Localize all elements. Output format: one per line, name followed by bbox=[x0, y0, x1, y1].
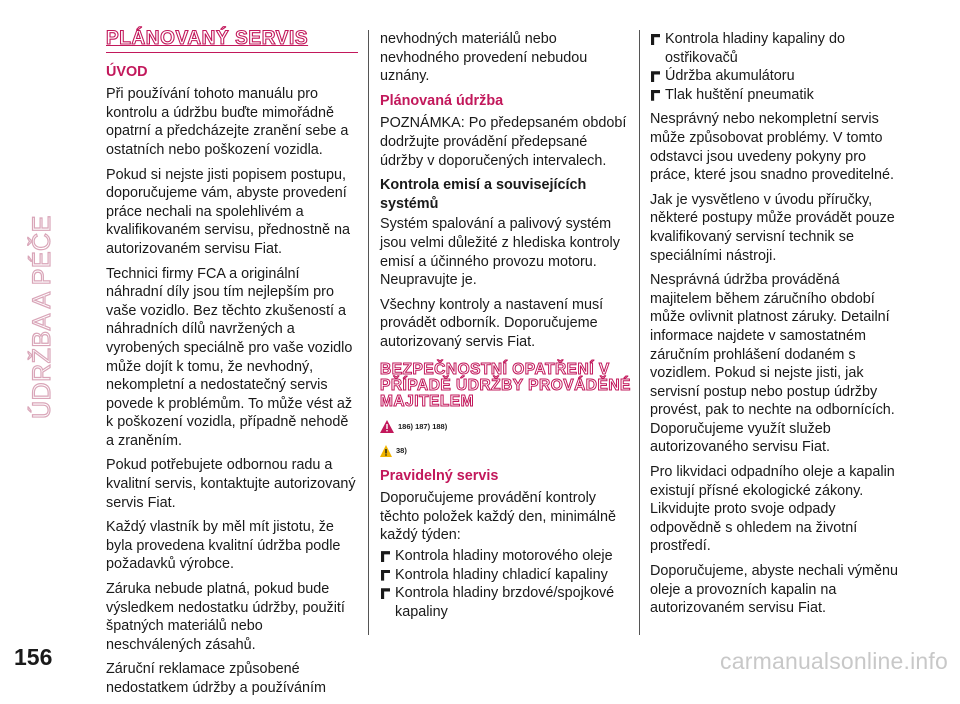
emission-heading: Kontrola emisí a souvisejících systémů bbox=[380, 177, 587, 212]
checkbox-icon bbox=[651, 90, 660, 101]
planned-maintenance-heading: Plánovaná údržba bbox=[380, 92, 504, 109]
page-title: PLÁNOVANÝ SERVIS bbox=[106, 30, 358, 53]
column-divider-1 bbox=[368, 30, 369, 635]
paragraph: Při používání tohoto manuálu pro kontrolu a údržbu buďte mimořádně opatrní a předcházejte zranění sebe a ostatních nebo poškození vozidla. bbox=[106, 86, 349, 158]
caution-icon bbox=[380, 445, 392, 457]
paragraph: Všechny kontroly a nastavení musí provádět odborník. Doporučujeme autorizovaný servis Fiat. bbox=[380, 296, 604, 350]
paragraph: Záruční reklamace způsobené nedostatkem údržby a používáním bbox=[106, 661, 326, 696]
paragraph: Pokud potřebujete odbornou radu a kvalitní servis, kontaktujte autorizovaný servis Fiat. bbox=[106, 457, 356, 511]
list-item: Kontrola hladiny motorového oleje bbox=[380, 547, 632, 566]
paragraph: Doporučujeme provádění kontroly těchto položek každý den, minimálně každý týden: bbox=[380, 490, 616, 544]
regular-service-heading: Pravidelný servis bbox=[380, 467, 499, 484]
paragraph: Záruka nebude platná, pokud bude výsledkem nedostatku údržby, použití špatných materiálů nebo neschválených zásahů. bbox=[106, 581, 345, 653]
column-2 bbox=[380, 30, 632, 621]
caution-refs: 38) bbox=[396, 446, 407, 456]
paragraph: Technici firmy FCA a originální náhradní díly jsou tím nejlepším pro vaše vozidlo. Bez těchto zkušeností a náhradních dílů navržených a vyrobených speciálně pro vaše vozidlo může dojít k tomu, že nevhodný, nekompletní a nedostatečný servis povede k problémům. To může vést až k poškození vozidla, případně nehodě a zraněním. bbox=[106, 265, 353, 449]
caution-reference bbox=[380, 442, 632, 461]
paragraph: Každý vlastník by měl mít jistotu, že byla provedena kvalitní údržba podle požadavků výrobce. bbox=[106, 519, 341, 573]
intro-heading: ÚVOD bbox=[106, 63, 148, 80]
page-number: 156 bbox=[14, 644, 53, 670]
checkbox-icon bbox=[651, 34, 660, 45]
warning-reference bbox=[380, 418, 632, 437]
paragraph: Nesprávný nebo nekompletní servis může způsobovat problémy. V tomto odstavci jsou uvedeny pokyny pro práce, které jsou snadno proveditelné. bbox=[650, 111, 894, 184]
paragraph: Pro likvidaci odpadního oleje a kapalin existují přísné ekologické zákony. Likvidujte proto svoje odpady odpovědně s ohledem na životní prostředí. bbox=[650, 464, 895, 555]
paragraph: Doporučujeme, abyste nechali výměnu oleje a provozních kapalin na autorizovaném servisu Fiat. bbox=[650, 563, 898, 617]
list-item: Údržba akumulátoru bbox=[650, 67, 902, 86]
column-divider-2 bbox=[639, 30, 640, 635]
paragraph: Jak je vysvětleno v úvodu příručky, některé postupy může provádět pouze kvalifikovaný servisní technik se speciálními nástroji. bbox=[650, 191, 895, 264]
checkbox-icon bbox=[381, 570, 390, 581]
checkbox-icon bbox=[381, 588, 390, 599]
paragraph: Nesprávná údržba prováděná majitelem během záručního období může ovlivnit platnost záruky. Detailní informace najdete v samostatném záručním prohlášení dodaném s vozidlem. Pokud si nejste jisti, jak servisní postup nebo postup údržby provést, pak to nechte na odbornících. Doporučujeme využít služeb autorizovaného servisu Fiat. bbox=[650, 272, 895, 456]
checkbox-icon bbox=[381, 551, 390, 562]
paragraph: nevhodných materiálů nebo nevhodného provedení nebudou uznány. bbox=[380, 31, 588, 85]
list-item: Kontrola hladiny brzdové/spojkové kapaliny bbox=[380, 584, 632, 621]
list-item: Kontrola hladiny kapaliny do ostřikovačů bbox=[650, 30, 902, 67]
paragraph: POZNÁMKA: Po předepsaném období dodržujte provádění předepsané údržby v doporučených intervalech. bbox=[380, 115, 627, 169]
checkbox-icon bbox=[651, 71, 660, 82]
column-3 bbox=[650, 30, 902, 624]
warning-triangle-icon bbox=[380, 420, 394, 433]
watermark-text: carmanualsonline.info bbox=[720, 648, 948, 674]
list-item: Kontrola hladiny chladicí kapaliny bbox=[380, 566, 632, 585]
chapter-sidebar bbox=[12, 24, 72, 424]
safety-section-title: BEZPEČNOSTNÍ OPATŘENÍ V PŘÍPADĚ ÚDRŽBY PROVÁDĚNÉ MAJITELEM bbox=[380, 360, 631, 410]
column-1 bbox=[106, 30, 358, 704]
warning-refs: 186) 187) 188) bbox=[398, 421, 448, 431]
chapter-title: ÚDRŽBA A PÉČE bbox=[28, 215, 56, 419]
list-item: Tlak huštění pneumatik bbox=[650, 86, 902, 105]
paragraph: Pokud si nejste jisti popisem postupu, doporučujeme vám, abyste provedení práce nechali na spolehlivém a kvalifikovaném servisu, přednostně na autorizovaném servisu Fiat. bbox=[106, 166, 350, 257]
paragraph: Systém spalování a palivový systém jsou velmi důležité z hlediska kontroly emisí a účinného provozu motoru. Neupravujte je. bbox=[380, 216, 620, 289]
